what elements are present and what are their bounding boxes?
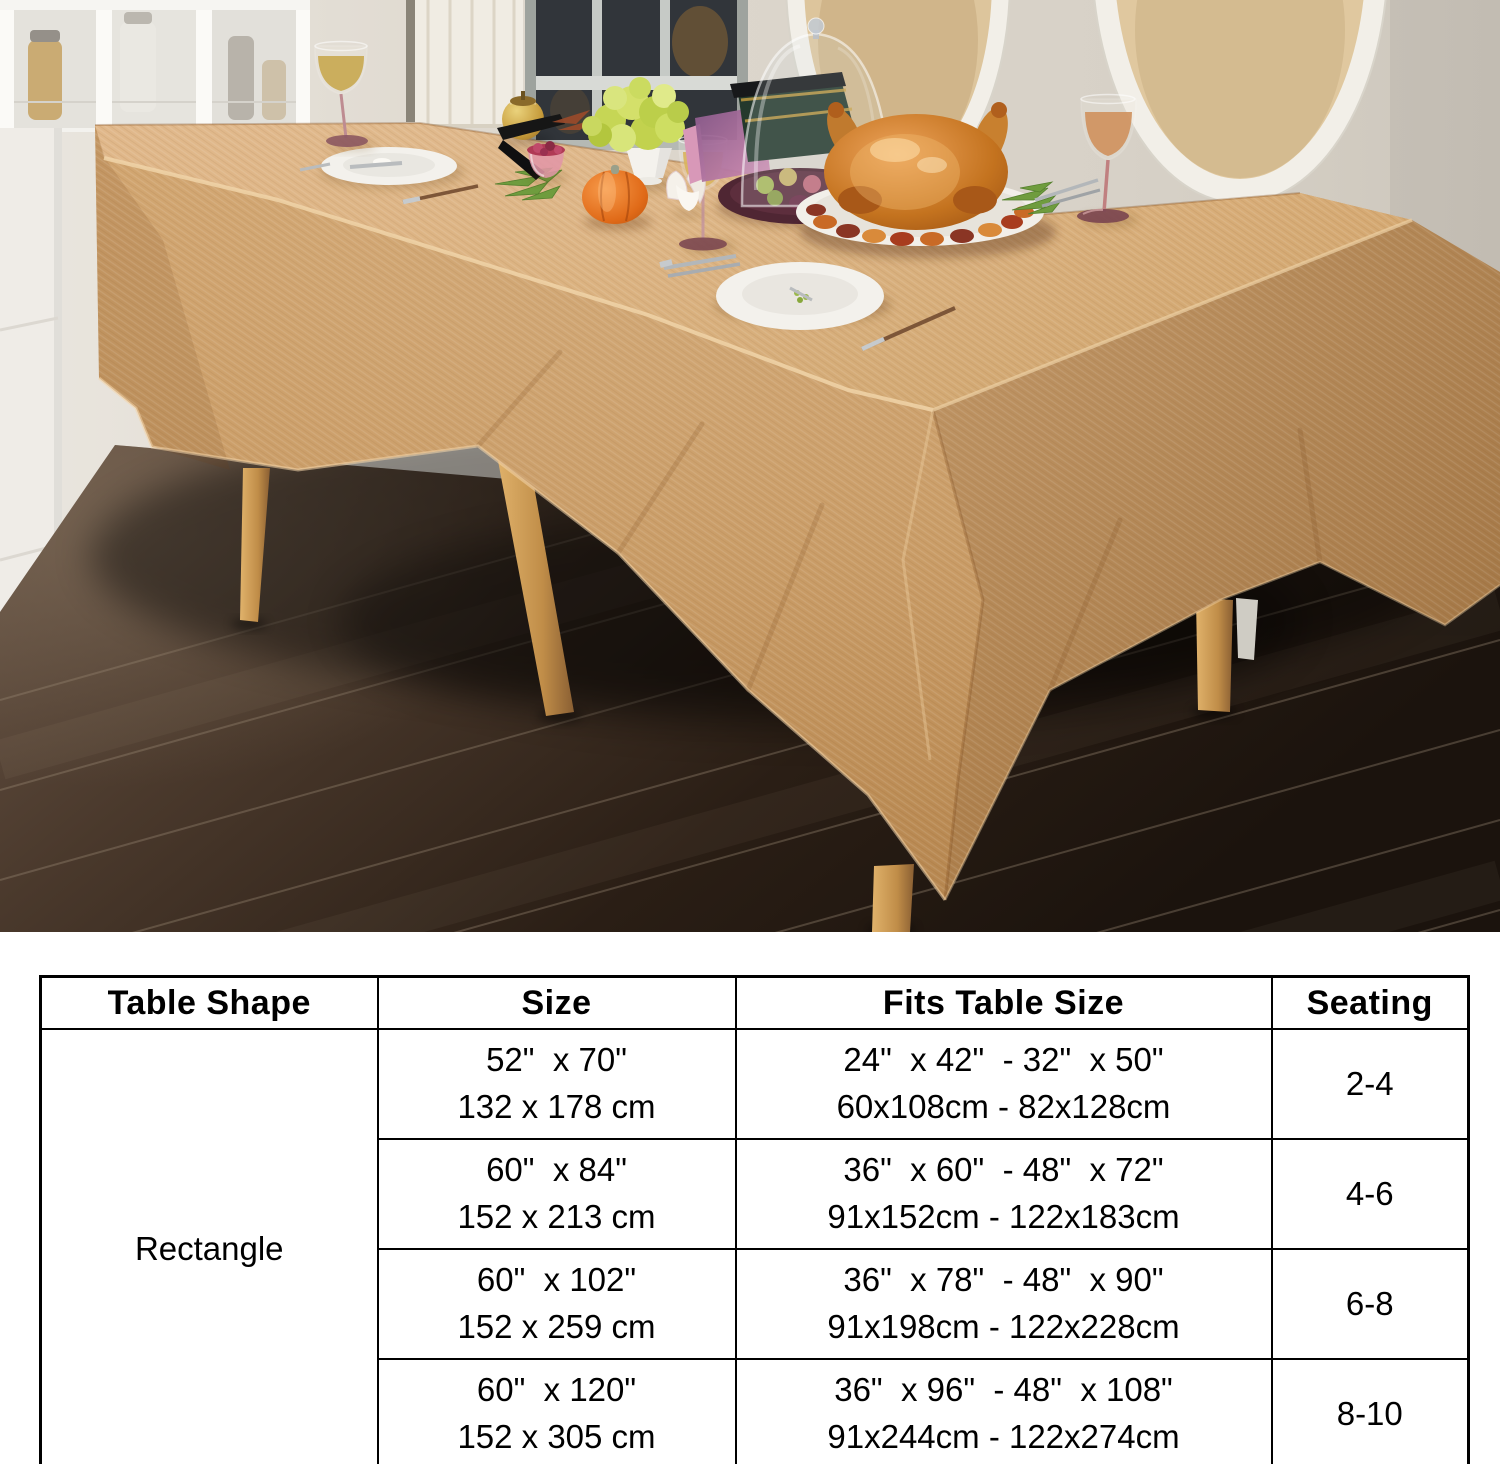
seating-cell-3: 6-8: [1272, 1249, 1469, 1359]
size-1-inches: 52" x 70": [486, 1041, 627, 1079]
fits-cell-3: [736, 1249, 1272, 1359]
size-cell-1: [378, 1029, 736, 1139]
header-seating: Seating: [1272, 977, 1469, 1030]
fits-cell-2: [736, 1139, 1272, 1249]
size-chart-section: [39, 975, 1467, 1464]
seating-cell-2: 4-6: [1272, 1139, 1469, 1249]
fits-cell-1: [736, 1029, 1272, 1139]
size-4-inches: 60" x 120": [476, 1371, 637, 1409]
seating-cell-4: 8-10: [1272, 1359, 1469, 1464]
size-cell-3: [378, 1249, 736, 1359]
header-fits-table-size: Fits Table Size: [736, 977, 1272, 1030]
fits-3-inches: 36" x 78" - 48" x 90": [843, 1261, 1164, 1299]
size-3-inches: 60" x 102": [476, 1261, 637, 1299]
size-table: [39, 975, 1470, 1464]
roast-turkey: [820, 102, 1015, 230]
fits-2-cm: 91x152cm - 122x183cm: [827, 1198, 1180, 1235]
seating-cell-1: 2-4: [1272, 1029, 1469, 1139]
size-2-cm: 152 x 213 cm: [457, 1198, 656, 1235]
fits-1-cm: 60x108cm - 82x128cm: [836, 1088, 1171, 1125]
size-row-1: [41, 1029, 1469, 1139]
fits-2-inches: 36" x 60" - 48" x 72": [843, 1151, 1164, 1189]
fits-1-inches: 24" x 42" - 32" x 50": [843, 1041, 1164, 1079]
fits-3-cm: 91x198cm - 122x228cm: [827, 1308, 1180, 1345]
size-cell-2: [378, 1139, 736, 1249]
fits-4-inches: 36" x 96" - 48" x 108": [834, 1371, 1173, 1409]
size-2-inches: 60" x 84": [486, 1151, 627, 1189]
header-size: Size: [378, 977, 736, 1030]
size-cell-4: [378, 1359, 736, 1464]
fits-cell-4: [736, 1359, 1272, 1464]
table-shape-cell: Rectangle: [41, 1029, 378, 1464]
header-table-shape: Table Shape: [41, 977, 378, 1030]
size-3-cm: 152 x 259 cm: [457, 1308, 656, 1345]
size-4-cm: 152 x 305 cm: [457, 1418, 656, 1455]
pink-petal-bowl: [527, 141, 568, 183]
fits-4-cm: 91x244cm - 122x274cm: [827, 1418, 1180, 1455]
size-table-header-row: [41, 977, 1469, 1030]
size-1-cm: 132 x 178 cm: [457, 1088, 656, 1125]
